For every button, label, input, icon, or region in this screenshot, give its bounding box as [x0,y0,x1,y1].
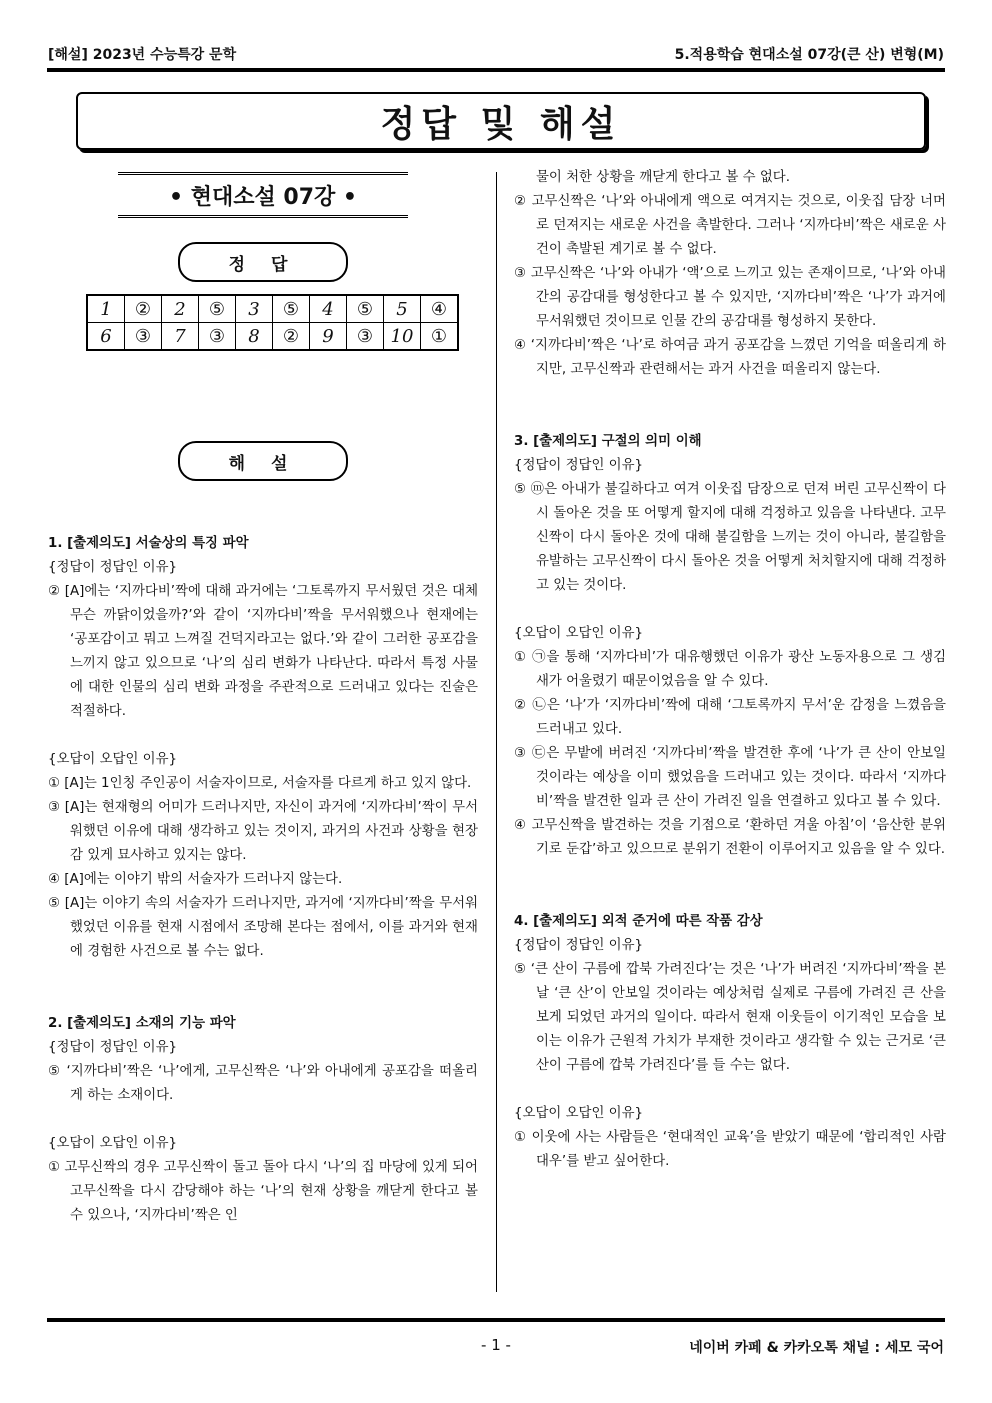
answer-choice: ⑤ [347,295,384,323]
answer-number: 10 [384,323,421,351]
answer-number: 5 [384,295,421,323]
q1-correct-heading: {정답이 정답인 이유} [48,560,178,575]
q3-wrong-item: ② ㉡은 ‘나’가 ‘지까다비’짝에 대해 ‘그토록까지 무서’운 감정을 느꼈음을 드러내고 있다. [514,698,946,737]
answer-row-2 [87,323,458,351]
answer-label: 정 답 [178,242,348,282]
title-box [76,92,926,150]
q4-correct-heading: {정답이 정답인 이유} [514,938,644,953]
q3-wrong-item: ① ㉠을 통해 ‘지까다비’가 대유행했던 이유가 광산 노동자용으로 그 생김새가 어울렸기 때문이었음을 알 수 있다. [514,650,946,689]
answer-choice: ⑤ [199,295,236,323]
q2-wrong-heading: {오답이 오답인 이유} [48,1136,178,1151]
column-divider [496,172,497,1292]
footer-rule [47,1318,945,1322]
q2-wrong-item: ③ 고무신짝은 ‘나’와 아내가 ‘액’으로 느끼고 있는 존재이므로, ‘나’와 아내 간의 공감대를 형성한다고 볼 수 있지만, ‘지까다비’짝은 ‘나’가 과거에 무서워했던 것이므로 인물 간의 공감대를 형성하지 못한다. [514,266,946,329]
answer-choice: ⑤ [273,295,310,323]
explanation-label: 해 설 [178,441,348,481]
q1-wrong-item: ③ [A]는 현재형의 어미가 드러나지만, 자신이 과거에 ‘지까다비’짝이 무서워했던 이유에 대해 생각하고 있는 것이지, 과거의 사건과 상황을 현장감 있게 묘사하고 있지는 않다. [48,800,478,863]
q1-wrong-item: ⑤ [A]는 이야기 속의 서술자가 드러나지만, 과거에 ‘지까다비’짝을 무서워했었던 이유를 현재 시점에서 조망해 본다는 점에서, 이를 과거와 현재에 경험한 사건으로 볼 수는 없다. [48,896,478,959]
header-left: [해설] 2023년 수능특강 문학 [48,47,237,63]
answer-number: 1 [87,295,125,323]
page-number: - 1 - [481,1336,511,1354]
page-title: 정답 및 해설 [380,103,622,145]
answer-number: 3 [236,295,273,323]
q1-title: 1. [출제의도] 서술상의 특징 파악 [48,536,249,551]
q3-correct-heading: {정답이 정답인 이유} [514,458,644,473]
answer-number: 4 [310,295,347,323]
answer-number: 2 [162,295,199,323]
answer-choice: ② [273,323,310,351]
q3-wrong-item: ④ 고무신짝을 발견하는 것을 기점으로 ‘환하던 겨울 아침’이 ‘음산한 분위기로 둔갑’하고 있으므로 분위기 전환이 이루어지고 있음을 알 수 있다. [514,818,946,857]
q2-wrong-item: ② 고무신짝은 ‘나’와 아내에게 액으로 여겨지는 것으로, 이웃집 담장 너머로 던져지는 새로운 사건을 촉발한다. 그러나 ‘지까다비’짝은 새로운 사건이 촉발된 계기로 볼 수 없다. [514,194,946,257]
q2-wrong-item: ① 고무신짝의 경우 고무신짝이 돌고 돌아 다시 ‘나’의 집 마당에 있게 되어 고무신짝을 다시 감당해야 하는 ‘나’의 현재 상황을 깨닫게 한다고 볼 수 있으나, ‘지까다비’짝은 인 [48,1160,478,1223]
q1-wrong-item: ④ [A]에는 이야기 밖의 서술자가 드러나지 않는다. [48,872,343,887]
answer-choice: ④ [421,295,459,323]
q4-wrong-heading: {오답이 오답인 이유} [514,1106,644,1121]
right-column [514,166,946,1174]
answer-table [86,294,459,351]
answer-choice: ③ [347,323,384,351]
q2-correct-heading: {정답이 정답인 이유} [48,1040,178,1055]
q3-wrong-item: ③ ㉢은 무밭에 버려진 ‘지까다비’짝을 발견한 후에 ‘나’가 큰 산이 안보일 것이라는 예상을 이미 했었음을 드러내고 있는 것이다. 따라서 ‘지까다비’짝을 발견한 일과 큰 산이 가려진 일을 연결하고 있다고 볼 수 있다. [514,746,946,809]
answer-choice: ③ [199,323,236,351]
answer-choice: ② [125,295,162,323]
q1-wrong-item: ① [A]는 1인칭 주인공이 서술자이므로, 서술자를 다르게 하고 있지 않다. [48,776,472,791]
lecture-heading: • 현대소설 07강 • [118,172,408,218]
answer-choice: ③ [125,323,162,351]
answer-number: 8 [236,323,273,351]
q4-wrong-item: ① 이웃에 사는 사람들은 ‘현대적인 교육’을 받았기 때문에 ‘합리적인 사람대우’를 받고 싶어한다. [514,1130,946,1169]
q1-correct-text: ② [A]에는 ‘지까다비’짝에 대해 과거에는 ‘그토록까지 무서웠던 것은 대체 무슨 까닭이었을까?’와 같이 ‘지까다비’짝을 무서워했으나 현재에는 ‘공포감이고 뭐고 느껴질 건덕지라고는 없다.’와 같이 그러한 공포감을 느끼지 않고 있으므로 ‘나’의 심리 변화가 나타난다. 따라서 특정 사물에 대한 인물의 심리 변화 과정을 주관적으로 드러내고 있다는 진술은 적절하다. [48,584,478,719]
q4-title: 4. [출제의도] 외적 준거에 따른 작품 감상 [514,914,763,929]
q3-correct-text: ⑤ ⓜ은 아내가 불길하다고 여겨 이웃집 담장으로 던져 버린 고무신짝이 다시 돌아온 것을 또 어떻게 할지에 대해 걱정하고 있음을 나타낸다. 고무신짝이 다시 돌아온 것에 대해 불길함을 느끼는 것이 아니라, 불길함을 유발하는 고무신짝이 다시 돌아온 것을 어떻게 처치할지에 대해 걱정하고 있는 것이다. [514,482,946,593]
answer-number: 6 [87,323,125,351]
answer-number: 7 [162,323,199,351]
answer-number: 9 [310,323,347,351]
q2-title: 2. [출제의도] 소재의 기능 파악 [48,1016,236,1031]
q2-wrong-item: ④ ‘지까다비’짝은 ‘나’로 하여금 과거 공포감을 느꼈던 기억을 떠올리게 하지만, 고무신짝과 관련해서는 과거 사건을 떠올리지 않는다. [514,338,946,377]
q3-title: 3. [출제의도] 구절의 의미 이해 [514,434,702,449]
q1-wrong-heading: {오답이 오답인 이유} [48,752,178,767]
q2-correct-text: ⑤ ‘지까다비’짝은 ‘나’에게, 고무신짝은 ‘나’와 아내에게 공포감을 떠올리게 하는 소재이다. [48,1064,478,1103]
header-right: 5.적용학습 현대소설 07강(큰 산) 변형(M) [674,47,944,63]
q2-wrong-item-continued: 물이 처한 상황을 깨닫게 한다고 볼 수 없다. [536,170,790,185]
q4-correct-text: ⑤ ‘큰 산이 구름에 깝북 가려진다’는 것은 ‘나’가 버려진 ‘지까다비’짝을 본 날 ‘큰 산’이 안보일 것이라는 예상처럼 실제로 구름에 가려진 큰 산을 보게 되었던 과거의 일이다. 따라서 현재 이웃들이 이기적인 모습을 보이는 이유가 근원적 가치가 부재한 것이라고 생각할 수 있는 근거로 ‘큰 산이 구름에 깝북 가려진다’를 들 수는 없다. [514,962,946,1073]
q3-wrong-heading: {오답이 오답인 이유} [514,626,644,641]
footer-channel: 네이버 카페 & 카카오톡 채널 : 세모 국어 [689,1340,944,1356]
answer-choice: ① [421,323,459,351]
header-rule [47,68,945,72]
answer-row-1 [87,295,458,323]
left-column [48,532,478,1228]
